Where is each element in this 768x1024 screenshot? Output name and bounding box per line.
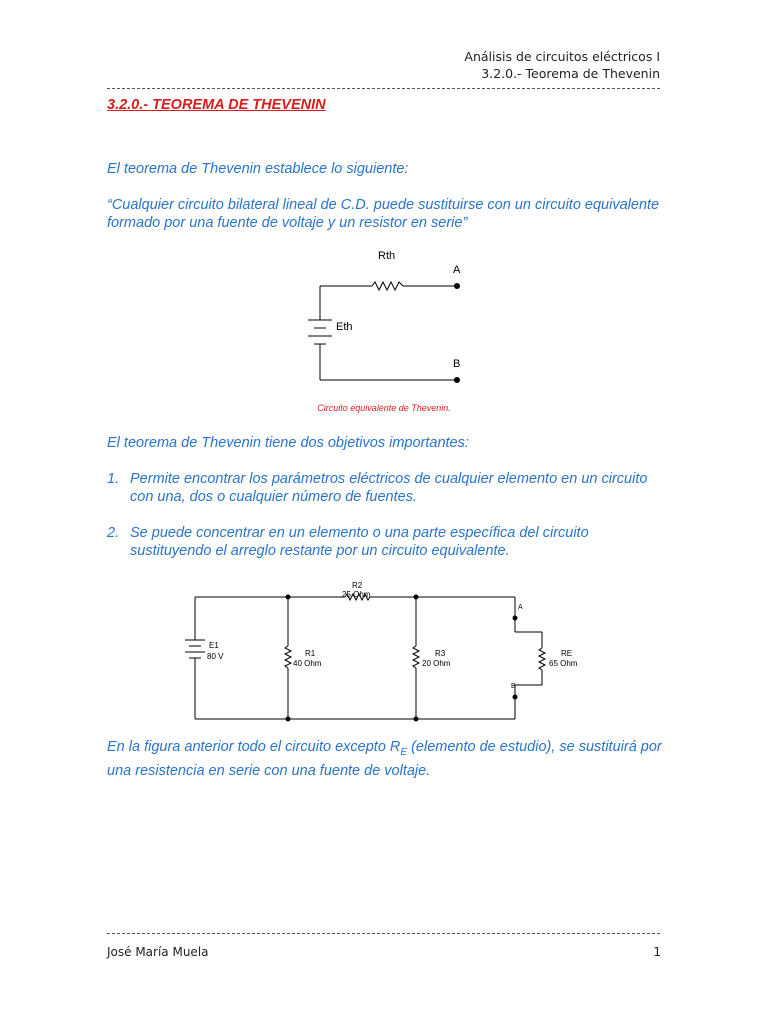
r2-name-label: R2 (352, 581, 363, 590)
footer-divider (107, 933, 660, 934)
page-number: 1 (653, 945, 661, 959)
header-divider (107, 88, 660, 89)
re-name-label: RE (561, 649, 573, 658)
list-item-text: Permite encontrar los parámetros eléctricos de cualquier elemento en un circuito con una, dos o cualquier número de fuentes. (130, 471, 648, 505)
terminal-b-label: B (453, 358, 461, 370)
diagram-caption: Circuito equivalente de Thevenin. (317, 403, 451, 413)
terminal-b-dot (454, 377, 460, 383)
re-value-label: 65 Ohm (549, 659, 578, 668)
eth-label: Eth (336, 321, 353, 333)
e1-name-label: E1 (209, 641, 219, 650)
footer-author: José María Muela (107, 945, 209, 959)
r1-value-label: 40 Ohm (293, 659, 322, 668)
header-course: Análisis de circuitos eléctricos I (464, 49, 660, 64)
list-item-number: 1. (107, 471, 120, 487)
r3-value-label: 20 Ohm (422, 659, 451, 668)
terminal-a-dot (454, 283, 460, 289)
r2-value-label: 25 Ohm (342, 590, 371, 599)
closing-subscript: E (400, 746, 408, 758)
closing-paragraph (107, 738, 677, 780)
rth-label: Rth (378, 250, 396, 262)
terminal-a-label: A (453, 264, 461, 276)
closing-text-before: En la figura anterior todo el circuito excepto R (107, 739, 401, 755)
node-a-label: A (518, 604, 523, 611)
intro-paragraph: El teorema de Thevenin establece lo siguiente: (107, 161, 409, 177)
node-b-label: B (511, 683, 516, 690)
circuit-diagram (180, 580, 600, 730)
quote-paragraph: “Cualquier circuito bilateral lineal de C.D. puede sustituirse con un circuito equivalente formado por una fuente de voltaje y un resistor en serie” (107, 197, 660, 231)
list-item-text: Se puede concentrar en un elemento o una parte específica del circuito sustituyendo el arreglo restante por un circuito equivalente. (130, 525, 589, 559)
r3-name-label: R3 (435, 649, 446, 658)
list-item-number: 2. (107, 525, 120, 541)
header-section: 3.2.0.- Teorema de Thevenin (481, 66, 660, 81)
section-title: 3.2.0.- TEOREMA DE THEVENIN (107, 97, 326, 113)
e1-value-label: 80 V (207, 652, 224, 661)
objectives-intro: El teorema de Thevenin tiene dos objetivos importantes: (107, 435, 469, 451)
thevenin-equivalent-diagram (290, 245, 490, 395)
r1-name-label: R1 (305, 649, 316, 658)
closing-text-after: (elemento de estudio), se sustituirá por una resistencia en serie con una fuente de voltaje. (107, 739, 662, 779)
